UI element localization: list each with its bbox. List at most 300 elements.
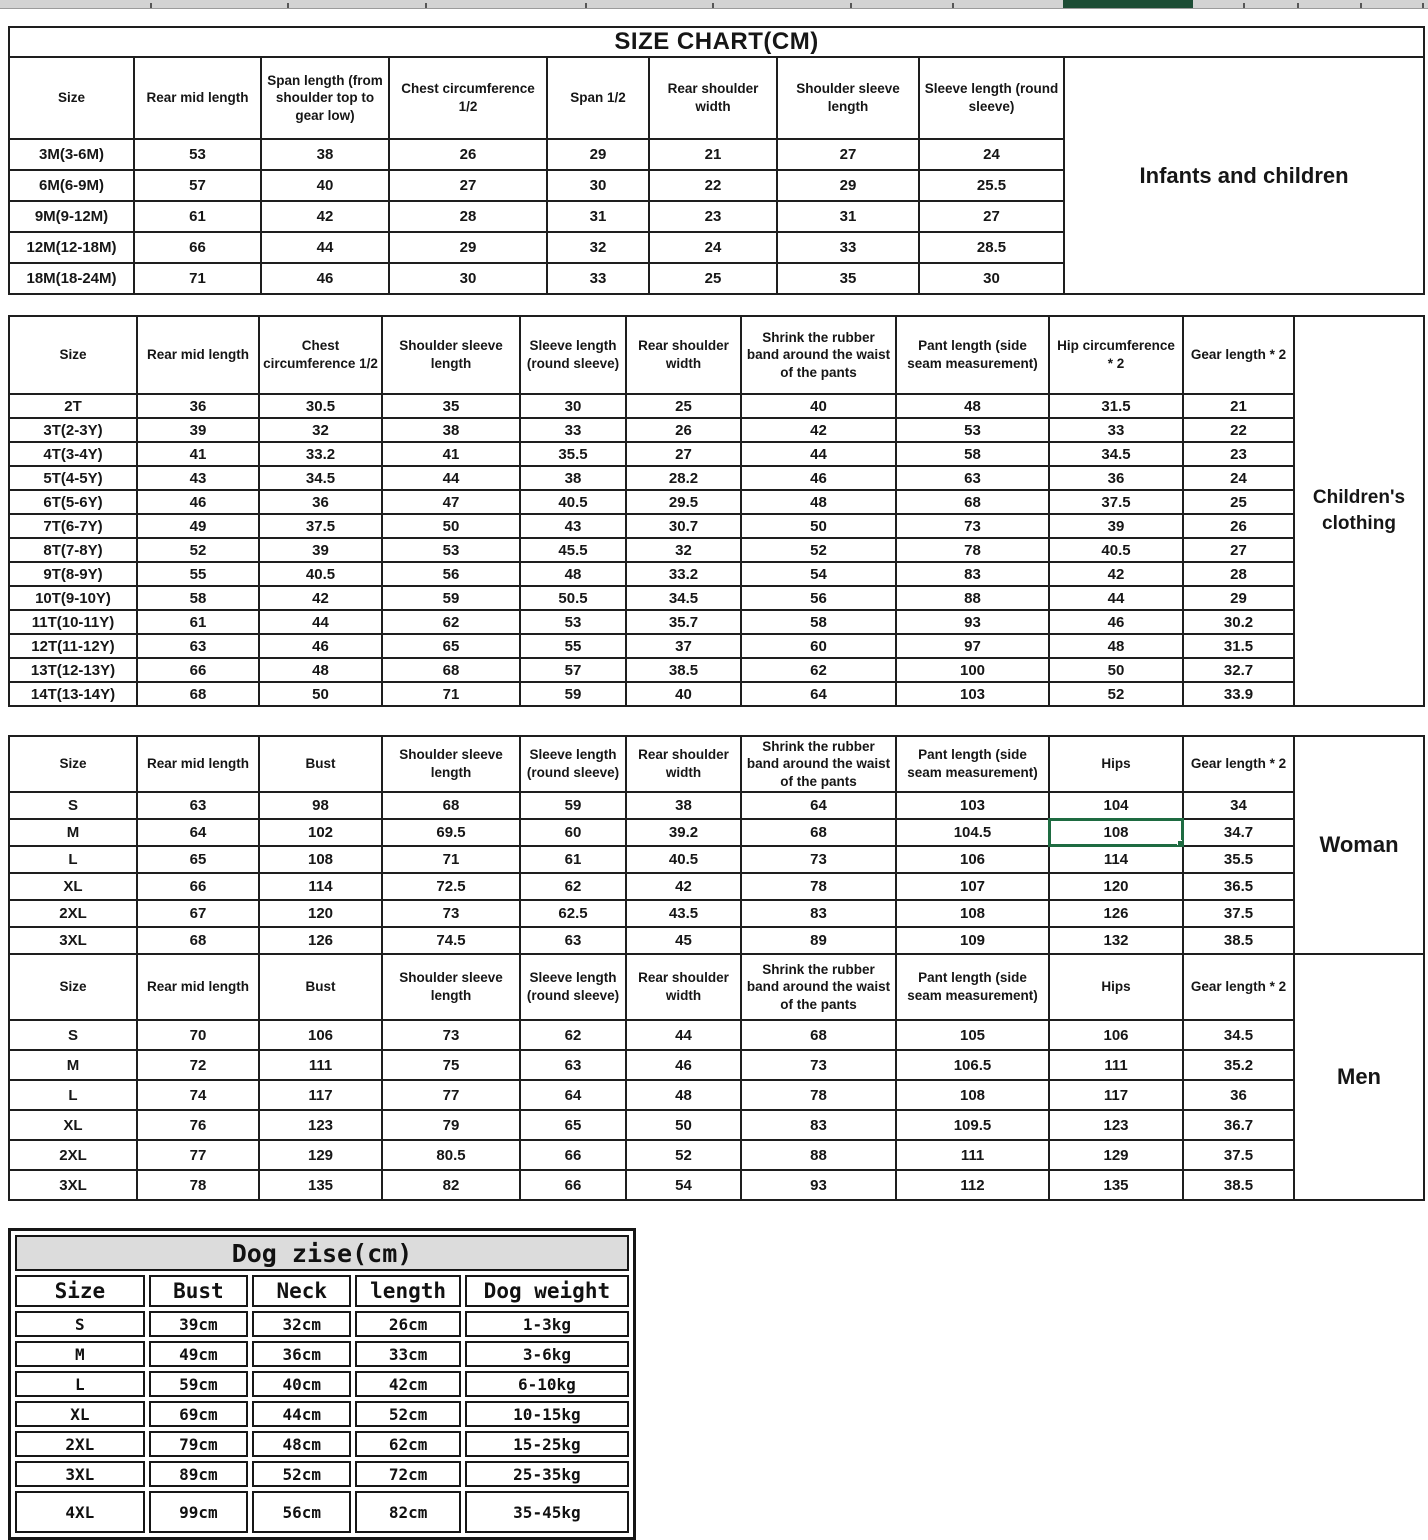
table-row [9, 418, 1424, 442]
value-cell: 83 [741, 1110, 896, 1140]
column-header: Size [9, 954, 137, 1020]
value-cell: 82 [382, 1170, 520, 1200]
table-row [9, 846, 1424, 873]
value-cell: 26 [1183, 514, 1294, 538]
scroll-tick [1243, 3, 1245, 8]
value-cell: 59cm [149, 1371, 248, 1397]
value-cell: 63 [520, 927, 626, 954]
size-cell: S [9, 792, 137, 819]
value-cell: 44 [626, 1020, 741, 1050]
value-cell: 111 [259, 1050, 382, 1080]
size-cell: XL [15, 1401, 145, 1427]
value-cell: 42 [1049, 562, 1183, 586]
value-cell: 28.5 [919, 232, 1064, 263]
value-cell: 15-25kg [465, 1431, 629, 1457]
side-label-men: Men [1294, 954, 1424, 1200]
value-cell: 89cm [149, 1461, 248, 1487]
value-cell: 24 [919, 139, 1064, 170]
column-header: Shoulder sleeve length [777, 57, 919, 139]
value-cell: 36 [137, 394, 259, 418]
column-header: Rear shoulder width [626, 736, 741, 792]
value-cell: 38 [626, 792, 741, 819]
value-cell: 78 [137, 1170, 259, 1200]
value-cell: 76 [137, 1110, 259, 1140]
column-header: Gear length * 2 [1183, 954, 1294, 1020]
size-cell: S [15, 1311, 145, 1337]
value-cell: 35.5 [1183, 846, 1294, 873]
value-cell: 78 [896, 538, 1049, 562]
table-row [9, 1140, 1424, 1170]
value-cell: 40 [741, 394, 896, 418]
value-cell: 106 [259, 1020, 382, 1050]
value-cell: 68 [382, 792, 520, 819]
value-cell: 35 [777, 263, 919, 294]
value-cell: 63 [137, 792, 259, 819]
table-row [9, 1020, 1424, 1050]
column-header: Gear length * 2 [1183, 736, 1294, 792]
value-cell: 44 [382, 466, 520, 490]
value-cell: 62 [520, 1020, 626, 1050]
value-cell: 108 [896, 1080, 1049, 1110]
value-cell: 33.9 [1183, 682, 1294, 706]
value-cell: 34.5 [1049, 442, 1183, 466]
value-cell: 104.5 [896, 819, 1049, 846]
value-cell: 98 [259, 792, 382, 819]
value-cell: 59 [382, 586, 520, 610]
value-cell: 74.5 [382, 927, 520, 954]
value-cell: 21 [649, 139, 777, 170]
column-header: Rear mid length [137, 954, 259, 1020]
value-cell: 103 [896, 792, 1049, 819]
column-header: Pant length (side seam measurement) [896, 954, 1049, 1020]
value-cell: 34.5 [626, 586, 741, 610]
size-cell: 11T(10-11Y) [9, 610, 137, 634]
value-cell: 62cm [355, 1431, 460, 1457]
size-cell: 2T [9, 394, 137, 418]
value-cell: 55 [520, 634, 626, 658]
value-cell: 43 [137, 466, 259, 490]
size-cell: L [9, 1080, 137, 1110]
value-cell: 69.5 [382, 819, 520, 846]
size-cell: 13T(12-13Y) [9, 658, 137, 682]
value-cell: 23 [1183, 442, 1294, 466]
value-cell: 68 [741, 1020, 896, 1050]
value-cell: 59 [520, 792, 626, 819]
size-cell: 2XL [15, 1431, 145, 1457]
value-cell: 22 [1183, 418, 1294, 442]
value-cell: 44 [259, 610, 382, 634]
size-cell: L [15, 1371, 145, 1397]
table-row [15, 1401, 629, 1427]
value-cell: 58 [137, 586, 259, 610]
value-cell: 48 [1049, 634, 1183, 658]
value-cell: 32 [626, 538, 741, 562]
value-cell: 106 [1049, 1020, 1183, 1050]
value-cell: 61 [134, 201, 261, 232]
table-row [15, 1491, 629, 1533]
value-cell: 89 [741, 927, 896, 954]
column-header: Shoulder sleeve length [382, 736, 520, 792]
value-cell: 30 [547, 170, 649, 201]
column-header: Size [15, 1275, 145, 1307]
size-cell: XL [9, 873, 137, 900]
value-cell: 25 [626, 394, 741, 418]
column-header: Rear shoulder width [626, 954, 741, 1020]
value-cell: 109.5 [896, 1110, 1049, 1140]
table-row [15, 1461, 629, 1487]
table-row [9, 57, 1424, 139]
value-cell: 28 [389, 201, 547, 232]
size-cell: 14T(13-14Y) [9, 682, 137, 706]
value-cell: 50 [259, 682, 382, 706]
value-cell: 60 [520, 819, 626, 846]
table-row [9, 927, 1424, 954]
column-header: Bust [259, 736, 382, 792]
value-cell: 50 [1049, 658, 1183, 682]
value-cell: 34 [1183, 792, 1294, 819]
value-cell: 44 [741, 442, 896, 466]
scroll-tick [952, 3, 954, 8]
value-cell: 100 [896, 658, 1049, 682]
size-cell: 2XL [9, 1140, 137, 1170]
value-cell: 33.2 [259, 442, 382, 466]
value-cell: 42 [259, 586, 382, 610]
value-cell: 40.5 [1049, 538, 1183, 562]
value-cell: 53 [134, 139, 261, 170]
value-cell: 114 [1049, 846, 1183, 873]
column-header: Sleeve length (round sleeve) [919, 57, 1064, 139]
table-row [9, 316, 1424, 394]
selected-cell: 108 [1049, 819, 1183, 846]
value-cell: 67 [137, 900, 259, 927]
value-cell: 46 [137, 490, 259, 514]
value-cell: 25.5 [919, 170, 1064, 201]
table-row [9, 27, 1424, 57]
value-cell: 53 [896, 418, 1049, 442]
value-cell: 30.5 [259, 394, 382, 418]
size-cell: 9T(8-9Y) [9, 562, 137, 586]
column-header: Pant length (side seam measurement) [896, 736, 1049, 792]
value-cell: 35 [382, 394, 520, 418]
value-cell: 77 [382, 1080, 520, 1110]
value-cell: 44 [261, 232, 389, 263]
column-header: Span 1/2 [547, 57, 649, 139]
value-cell: 27 [626, 442, 741, 466]
value-cell: 39.2 [626, 819, 741, 846]
value-cell: 52 [626, 1140, 741, 1170]
value-cell: 38 [261, 139, 389, 170]
value-cell: 117 [1049, 1080, 1183, 1110]
value-cell: 45.5 [520, 538, 626, 562]
table-row [9, 634, 1424, 658]
value-cell: 83 [896, 562, 1049, 586]
value-cell: 39 [1049, 514, 1183, 538]
column-header: Shoulder sleeve length [382, 316, 520, 394]
column-header: Span length (from shoulder top to gear low) [261, 57, 389, 139]
value-cell: 63 [896, 466, 1049, 490]
value-cell: 61 [520, 846, 626, 873]
value-cell: 6-10kg [465, 1371, 629, 1397]
size-cell: 7T(6-7Y) [9, 514, 137, 538]
value-cell: 48 [626, 1080, 741, 1110]
value-cell: 69cm [149, 1401, 248, 1427]
value-cell: 32 [259, 418, 382, 442]
selection-fill-handle [1177, 840, 1183, 846]
value-cell: 65 [382, 634, 520, 658]
value-cell: 40.5 [259, 562, 382, 586]
size-cell: M [9, 1050, 137, 1080]
value-cell: 68 [137, 682, 259, 706]
table-row [15, 1371, 629, 1397]
value-cell: 35-45kg [465, 1491, 629, 1533]
value-cell: 58 [741, 610, 896, 634]
value-cell: 26cm [355, 1311, 460, 1337]
value-cell: 28.2 [626, 466, 741, 490]
value-cell: 44 [1049, 586, 1183, 610]
value-cell: 41 [382, 442, 520, 466]
value-cell: 21 [1183, 394, 1294, 418]
value-cell: 111 [896, 1140, 1049, 1170]
value-cell: 32 [547, 232, 649, 263]
value-cell: 36 [259, 490, 382, 514]
table-row [9, 736, 1424, 792]
value-cell: 66 [137, 873, 259, 900]
size-cell: 10T(9-10Y) [9, 586, 137, 610]
column-header: Rear mid length [137, 736, 259, 792]
value-cell: 22 [649, 170, 777, 201]
value-cell: 66 [137, 658, 259, 682]
value-cell: 27 [777, 139, 919, 170]
value-cell: 65 [520, 1110, 626, 1140]
value-cell: 29 [389, 232, 547, 263]
table-row [9, 954, 1424, 1020]
size-cell: 3XL [15, 1461, 145, 1487]
value-cell: 106 [896, 846, 1049, 873]
dog-table-title: Dog zise(cm) [15, 1235, 629, 1271]
value-cell: 57 [134, 170, 261, 201]
value-cell: 93 [896, 610, 1049, 634]
value-cell: 60 [741, 634, 896, 658]
value-cell: 31.5 [1049, 394, 1183, 418]
value-cell: 73 [896, 514, 1049, 538]
column-header: Shrink the rubber band around the waist of the pants [741, 736, 896, 792]
woman-men-table [8, 735, 1425, 1201]
value-cell: 38.5 [1183, 1170, 1294, 1200]
value-cell: 63 [137, 634, 259, 658]
value-cell: 129 [259, 1140, 382, 1170]
size-cell: S [9, 1020, 137, 1050]
value-cell: 52 [1049, 682, 1183, 706]
value-cell: 82cm [355, 1491, 460, 1533]
column-header: Pant length (side seam measurement) [896, 316, 1049, 394]
value-cell: 32.7 [1183, 658, 1294, 682]
value-cell: 126 [259, 927, 382, 954]
value-cell: 40 [261, 170, 389, 201]
value-cell: 48 [520, 562, 626, 586]
value-cell: 39 [259, 538, 382, 562]
value-cell: 37 [626, 634, 741, 658]
column-header: Hips [1049, 954, 1183, 1020]
value-cell: 71 [382, 682, 520, 706]
scroll-tick [150, 3, 152, 8]
value-cell: 38 [520, 466, 626, 490]
value-cell: 32cm [252, 1311, 351, 1337]
value-cell: 123 [259, 1110, 382, 1140]
value-cell: 35.5 [520, 442, 626, 466]
value-cell: 30 [919, 263, 1064, 294]
value-cell: 33cm [355, 1341, 460, 1367]
table-row [9, 900, 1424, 927]
value-cell: 61 [137, 610, 259, 634]
value-cell: 73 [382, 900, 520, 927]
value-cell: 27 [389, 170, 547, 201]
scroll-tick [425, 3, 427, 8]
scroll-tick [850, 3, 852, 8]
value-cell: 33 [520, 418, 626, 442]
table-row [9, 873, 1424, 900]
size-cell: L [9, 846, 137, 873]
table-row [9, 1080, 1424, 1110]
column-header: Shoulder sleeve length [382, 954, 520, 1020]
value-cell: 57 [520, 658, 626, 682]
value-cell: 123 [1049, 1110, 1183, 1140]
value-cell: 120 [259, 900, 382, 927]
value-cell: 109 [896, 927, 1049, 954]
value-cell: 75 [382, 1050, 520, 1080]
value-cell: 39 [137, 418, 259, 442]
value-cell: 78 [741, 873, 896, 900]
value-cell: 29.5 [626, 490, 741, 514]
size-cell: 4T(3-4Y) [9, 442, 137, 466]
table-row [9, 490, 1424, 514]
value-cell: 33.2 [626, 562, 741, 586]
value-cell: 46 [626, 1050, 741, 1080]
value-cell: 108 [259, 846, 382, 873]
size-cell: 3XL [9, 1170, 137, 1200]
table-row [15, 1275, 629, 1307]
value-cell: 63 [520, 1050, 626, 1080]
table-row [15, 1341, 629, 1367]
table-row [9, 819, 1424, 846]
value-cell: 33 [777, 232, 919, 263]
value-cell: 58 [896, 442, 1049, 466]
value-cell: 46 [1049, 610, 1183, 634]
side-label-woman: Woman [1294, 736, 1424, 954]
value-cell: 41 [137, 442, 259, 466]
value-cell: 1-3kg [465, 1311, 629, 1337]
value-cell: 54 [626, 1170, 741, 1200]
table-row [9, 394, 1424, 418]
value-cell: 56 [741, 586, 896, 610]
column-header: Bust [259, 954, 382, 1020]
table-row [9, 1050, 1424, 1080]
value-cell: 30 [520, 394, 626, 418]
value-cell: 62.5 [520, 900, 626, 927]
value-cell: 59 [520, 682, 626, 706]
value-cell: 72.5 [382, 873, 520, 900]
column-header: Sleeve length (round sleeve) [520, 736, 626, 792]
value-cell: 64 [520, 1080, 626, 1110]
table-row [9, 682, 1424, 706]
children-table [8, 315, 1425, 707]
value-cell: 68 [137, 927, 259, 954]
size-cell: 9M(9-12M) [9, 201, 134, 232]
value-cell: 25 [1183, 490, 1294, 514]
column-header: Shrink the rubber band around the waist of the pants [741, 954, 896, 1020]
value-cell: 24 [649, 232, 777, 263]
value-cell: 49 [137, 514, 259, 538]
column-header: Neck [252, 1275, 351, 1307]
dog-size-table [8, 1228, 636, 1540]
value-cell: 43 [520, 514, 626, 538]
size-cell: 3M(3-6M) [9, 139, 134, 170]
scroll-tick [585, 3, 587, 8]
value-cell: 37.5 [1049, 490, 1183, 514]
side-label-children: Children's clothing [1294, 316, 1424, 706]
value-cell: 47 [382, 490, 520, 514]
column-header: Shrink the rubber band around the waist of the pants [741, 316, 896, 394]
value-cell: 68 [382, 658, 520, 682]
value-cell: 36 [1183, 1080, 1294, 1110]
size-cell: 6M(6-9M) [9, 170, 134, 201]
scroll-tick [287, 3, 289, 8]
column-header: length [355, 1275, 460, 1307]
column-header: Bust [149, 1275, 248, 1307]
value-cell: 40.5 [626, 846, 741, 873]
value-cell: 112 [896, 1170, 1049, 1200]
value-cell: 73 [382, 1020, 520, 1050]
value-cell: 52 [137, 538, 259, 562]
column-header: Dog weight [465, 1275, 629, 1307]
value-cell: 71 [134, 263, 261, 294]
value-cell: 52 [741, 538, 896, 562]
value-cell: 34.5 [259, 466, 382, 490]
value-cell: 114 [259, 873, 382, 900]
column-header: Size [9, 736, 137, 792]
value-cell: 73 [741, 1050, 896, 1080]
value-cell: 36.5 [1183, 873, 1294, 900]
value-cell: 29 [547, 139, 649, 170]
value-cell: 83 [741, 900, 896, 927]
value-cell: 38 [382, 418, 520, 442]
size-cell: XL [9, 1110, 137, 1140]
column-header: Rear shoulder width [649, 57, 777, 139]
value-cell: 29 [777, 170, 919, 201]
value-cell: 126 [1049, 900, 1183, 927]
value-cell: 50 [382, 514, 520, 538]
value-cell: 26 [389, 139, 547, 170]
value-cell: 3-6kg [465, 1341, 629, 1367]
value-cell: 46 [259, 634, 382, 658]
value-cell: 79cm [149, 1431, 248, 1457]
value-cell: 117 [259, 1080, 382, 1110]
table-row [9, 514, 1424, 538]
value-cell: 102 [259, 819, 382, 846]
value-cell: 36.7 [1183, 1110, 1294, 1140]
infants-table [8, 26, 1425, 295]
value-cell: 27 [1183, 538, 1294, 562]
value-cell: 39cm [149, 1311, 248, 1337]
column-header: Rear mid length [134, 57, 261, 139]
value-cell: 45 [626, 927, 741, 954]
value-cell: 78 [741, 1080, 896, 1110]
value-cell: 135 [259, 1170, 382, 1200]
value-cell: 40 [626, 682, 741, 706]
value-cell: 31.5 [1183, 634, 1294, 658]
value-cell: 105 [896, 1020, 1049, 1050]
value-cell: 50 [626, 1110, 741, 1140]
table-row [9, 538, 1424, 562]
